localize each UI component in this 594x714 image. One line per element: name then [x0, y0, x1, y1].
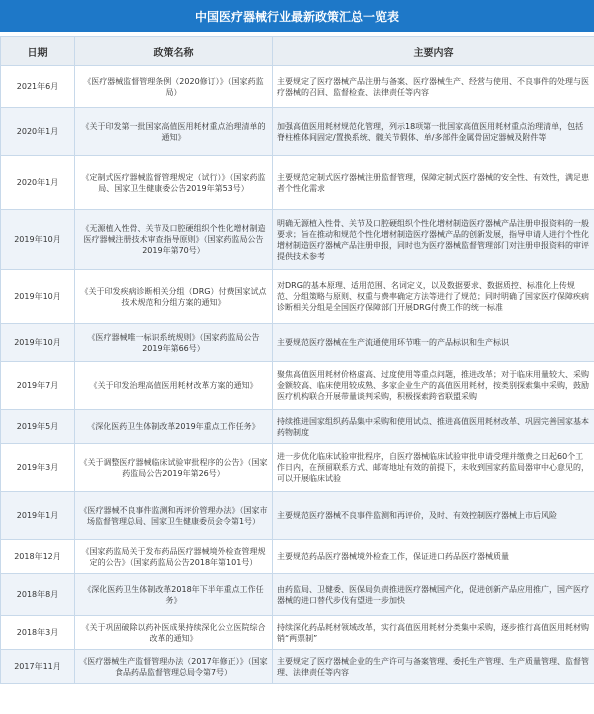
table-row — [1, 574, 594, 616]
cell-main-content: 主要规定了医疗器械产品注册与备案、医疗器械生产、经营与使用、不良事件的处理与医疗器械的召回、监督检查、法律责任等内容 — [273, 66, 594, 108]
table-row — [1, 616, 594, 650]
cell-policy-name: 《定制式医疗器械监督管理规定（试行）》（国家药监局、国家卫生健康委公告2019年第53号） — [75, 156, 273, 210]
cell-main-content: 加强高值医用耗材规范化管理，列示18项第一批国家高值医用耗材重点治理清单，包括脊柱椎体间固定/置换系统、髋关节假体、单/多部件金属骨固定器械及附件等 — [273, 108, 594, 156]
cell-policy-name: 《医疗器械监督管理条例（2020修订）》（国家药监局） — [75, 66, 273, 108]
cell-main-content: 持续推进国家组织药品集中采购和使用试点、推进高值医用耗材改革、巩固完善国家基本药物制度 — [273, 410, 594, 444]
policy-table-body — [1, 66, 594, 684]
cell-policy-name: 《关于印发第一批国家高值医用耗材重点治理清单的通知》 — [75, 108, 273, 156]
page-title: 中国医疗器械行业最新政策汇总一览表 — [0, 0, 594, 32]
cell-policy-name: 《国家药监局关于发布药品医疗器械境外检查管理规定的公告》（国家药监局公告2018年第101号） — [75, 540, 273, 574]
cell-date: 2019年10月 — [1, 324, 75, 362]
cell-date: 2019年10月 — [1, 270, 75, 324]
cell-policy-name: 《无源植入性骨、关节及口腔硬组织个性化增材制造医疗器械注册技术审查指导原则》（国家药监局公告2019年第70号） — [75, 210, 273, 270]
cell-policy-name: 《关于巩固破除以药补医成果持续深化公立医院综合改革的通知》 — [75, 616, 273, 650]
cell-policy-name: 《医疗器械不良事件监测和再评价管理办法》（国家市场监督管理总局、国家卫生健康委员会令第1号） — [75, 492, 273, 540]
policy-table — [0, 36, 594, 684]
cell-date: 2017年11月 — [1, 650, 75, 684]
cell-main-content: 聚焦高值医用耗材价格虚高、过度使用等重点问题，推进改革；对于临床用量较大、采购金额较高、临床使用较成熟、多家企业生产的高值医用耗材，按类别探索集中采购，鼓励医疗机构联合开展带量谈判采购，积极探索跨省联盟采购 — [273, 362, 594, 410]
cell-main-content: 主要规范医疗器械在生产流通使用环节唯一的产品标识和生产标识 — [273, 324, 594, 362]
table-row — [1, 444, 594, 492]
cell-date: 2020年1月 — [1, 156, 75, 210]
cell-main-content: 主要规范医疗器械不良事件监测和再评价，及时、有效控制医疗器械上市后风险 — [273, 492, 594, 540]
header-date: 日期 — [1, 37, 75, 66]
cell-date: 2018年8月 — [1, 574, 75, 616]
header-main-content: 主要内容 — [273, 37, 594, 66]
table-row — [1, 108, 594, 156]
cell-date: 2019年10月 — [1, 210, 75, 270]
cell-policy-name: 《关于印发疾病诊断相关分组（DRG）付费国家试点技术规范和分组方案的通知》 — [75, 270, 273, 324]
cell-policy-name: 《关于印发治理高值医用耗材改革方案的通知》 — [75, 362, 273, 410]
table-row — [1, 156, 594, 210]
cell-main-content: 持续深化药品耗材领域改革，实行高值医用耗材分类集中采购，逐步推行高值医用耗材购销“两票制” — [273, 616, 594, 650]
cell-main-content: 明确无源植入性骨、关节及口腔硬组织个性化增材制造医疗器械产品注册申报资料的一般要求；旨在推动和规范个性化增材制造医疗器械产品的创新发展，指导申请人进行个性化增材制造医疗器械产品注册申报，同时也为医疗器械监督管理部门对注册申报资料的审评提供技术参考 — [273, 210, 594, 270]
table-row — [1, 362, 594, 410]
table-header-row — [1, 37, 594, 66]
cell-main-content: 主要规范定制式医疗器械注册监督管理，保障定制式医疗器械的安全性、有效性，满足患者个性化需求 — [273, 156, 594, 210]
cell-main-content: 主要规范药品医疗器械境外检查工作，保证进口药品医疗器械质量 — [273, 540, 594, 574]
cell-main-content: 对DRG的基本原理、适用范围、名词定义，以及数据要求、数据质控、标准化上传规范、分组策略与原则、权重与费率确定方法等进行了规范；同时明确了国家医疗保障疾病诊断相关分组是全国医疗保障部门开展DRG付费工作的统一标准 — [273, 270, 594, 324]
cell-date: 2019年7月 — [1, 362, 75, 410]
cell-date: 2020年1月 — [1, 108, 75, 156]
cell-main-content: 主要规定了医疗器械企业的生产许可与备案管理、委托生产管理、生产质量管理、监督管理、法律责任等内容 — [273, 650, 594, 684]
cell-policy-name: 《医疗器械唯一标识系统规则》（国家药监局公告2019年第66号） — [75, 324, 273, 362]
cell-date: 2019年5月 — [1, 410, 75, 444]
cell-date: 2019年1月 — [1, 492, 75, 540]
table-row — [1, 540, 594, 574]
table-row — [1, 324, 594, 362]
table-row — [1, 270, 594, 324]
table-row — [1, 492, 594, 540]
cell-date: 2018年3月 — [1, 616, 75, 650]
cell-main-content: 由药监局、卫健委、医保局负责推进医疗器械国产化，促进创新产品应用推广，国产医疗器械的进口替代步伐有望进一步加快 — [273, 574, 594, 616]
table-row — [1, 66, 594, 108]
cell-policy-name: 《关于调整医疗器械临床试验审批程序的公告》（国家药监局公告2019年第26号） — [75, 444, 273, 492]
cell-policy-name: 《医疗器械生产监督管理办法（2017年修正）》（国家食品药品监督管理总局令第7号） — [75, 650, 273, 684]
cell-date: 2019年3月 — [1, 444, 75, 492]
cell-main-content: 进一步优化临床试验审批程序，自医疗器械临床试验审批申请受理并缴费之日起60个工作日内，在预留联系方式、邮寄地址有效的前提下，未收到国家药监局器审中心意见的，可以开展临床试验 — [273, 444, 594, 492]
header-policy-name: 政策名称 — [75, 37, 273, 66]
cell-date: 2021年6月 — [1, 66, 75, 108]
table-row — [1, 210, 594, 270]
cell-policy-name: 《深化医药卫生体制改革2019年重点工作任务》 — [75, 410, 273, 444]
cell-date: 2018年12月 — [1, 540, 75, 574]
cell-policy-name: 《深化医药卫生体制改革2018年下半年重点工作任务》 — [75, 574, 273, 616]
table-row — [1, 650, 594, 684]
table-row — [1, 410, 594, 444]
